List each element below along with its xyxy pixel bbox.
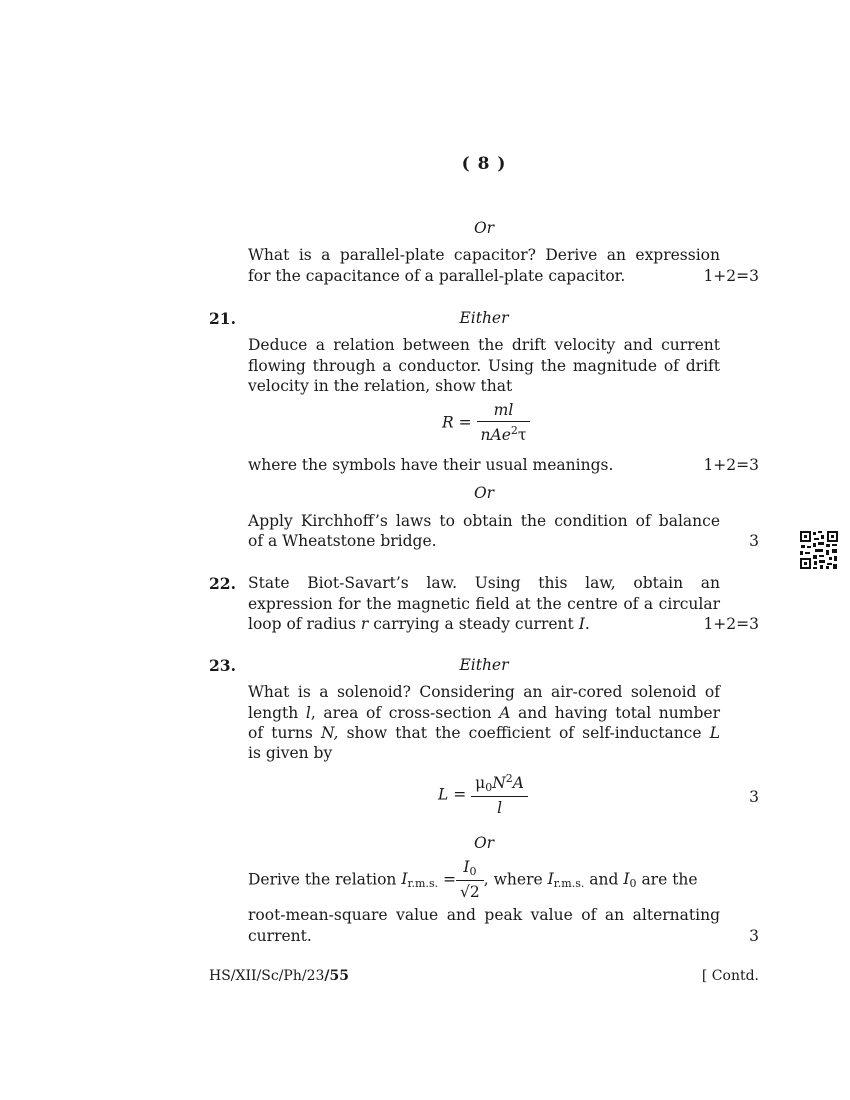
q21-or-line-2: of a Wheatstone bridge. <box>248 532 437 550</box>
q21-formula <box>442 401 530 444</box>
q21-either-text: Deduce a relation between the drift velocity and current flowing through a conductor. Using the magnitude of drift velocity in the relation, show that <box>248 336 720 395</box>
q23-line-3: of turns N, show that the coefficient of self-inductance L <box>248 724 720 742</box>
q23-marks-either: 3 <box>749 788 759 806</box>
q21-marks-either: 1+2=3 <box>703 456 759 474</box>
qr-code-image <box>799 530 839 570</box>
q23-or-line-2: root-mean-square value and peak value of an alternating <box>248 906 720 924</box>
question-number-22: 22. <box>209 574 236 593</box>
q21-after-formula: where the symbols have their usual meanings. <box>248 456 614 474</box>
q23-line-1: What is a solenoid? Considering an air-cored solenoid of <box>248 683 720 701</box>
q23-formula <box>438 772 528 817</box>
q20-or-line-2: for the capacitance of a parallel-plate capacitor. <box>248 267 626 285</box>
formula-fraction: $\frac{ml}{nAe^2\tau}$ <box>477 401 531 444</box>
q20-or-line-1: What is a parallel-plate capacitor? Derive an expression <box>248 246 720 264</box>
question-number-23: 23. <box>209 656 236 675</box>
q22-line-2: expression for the magnetic field at the centre of a circular <box>248 595 720 613</box>
formula-lhs: R = <box>442 413 472 432</box>
q22-line-1: State Biot-Savart’s law. Using this law, obtain an <box>248 574 720 592</box>
q21-marks-or: 3 <box>749 532 759 550</box>
q23-marks-or: 3 <box>749 927 759 945</box>
question-number-21: 21. <box>209 309 236 328</box>
paper-code: HS/XII/Sc/Ph/23/55 <box>209 968 349 984</box>
q20-marks: 1+2=3 <box>703 267 759 285</box>
or-label: Or <box>473 484 495 502</box>
formula-fraction: $\frac{\mu_0N^2A}{l}$ <box>471 772 528 817</box>
either-label: Either <box>459 309 509 327</box>
q22-marks: 1+2=3 <box>703 615 759 633</box>
formula-lhs: L = <box>438 785 467 804</box>
q23-line-4: is given by <box>248 744 333 762</box>
q21-or-line-1: Apply Kirchhoff’s laws to obtain the condition of balance <box>248 512 720 530</box>
q23-or-line-3: current. <box>248 927 312 945</box>
q23-line-2: length l, area of cross-section A and having total number <box>248 704 720 722</box>
continued-label: [ Contd. <box>701 968 759 984</box>
either-label: Either <box>459 656 509 674</box>
page-number: ( 8 ) <box>461 154 507 174</box>
q23-or-line-1: Derive the relation $I_{r.m.s.}$ = $\frac{I_0}{√2}$ , where $I_{r.m.s.}$ and $I_0$ are the <box>248 858 698 901</box>
q22-line-3: loop of radius r carrying a steady current I. <box>248 615 590 633</box>
or-label: Or <box>473 219 495 237</box>
or-label: Or <box>473 834 495 852</box>
